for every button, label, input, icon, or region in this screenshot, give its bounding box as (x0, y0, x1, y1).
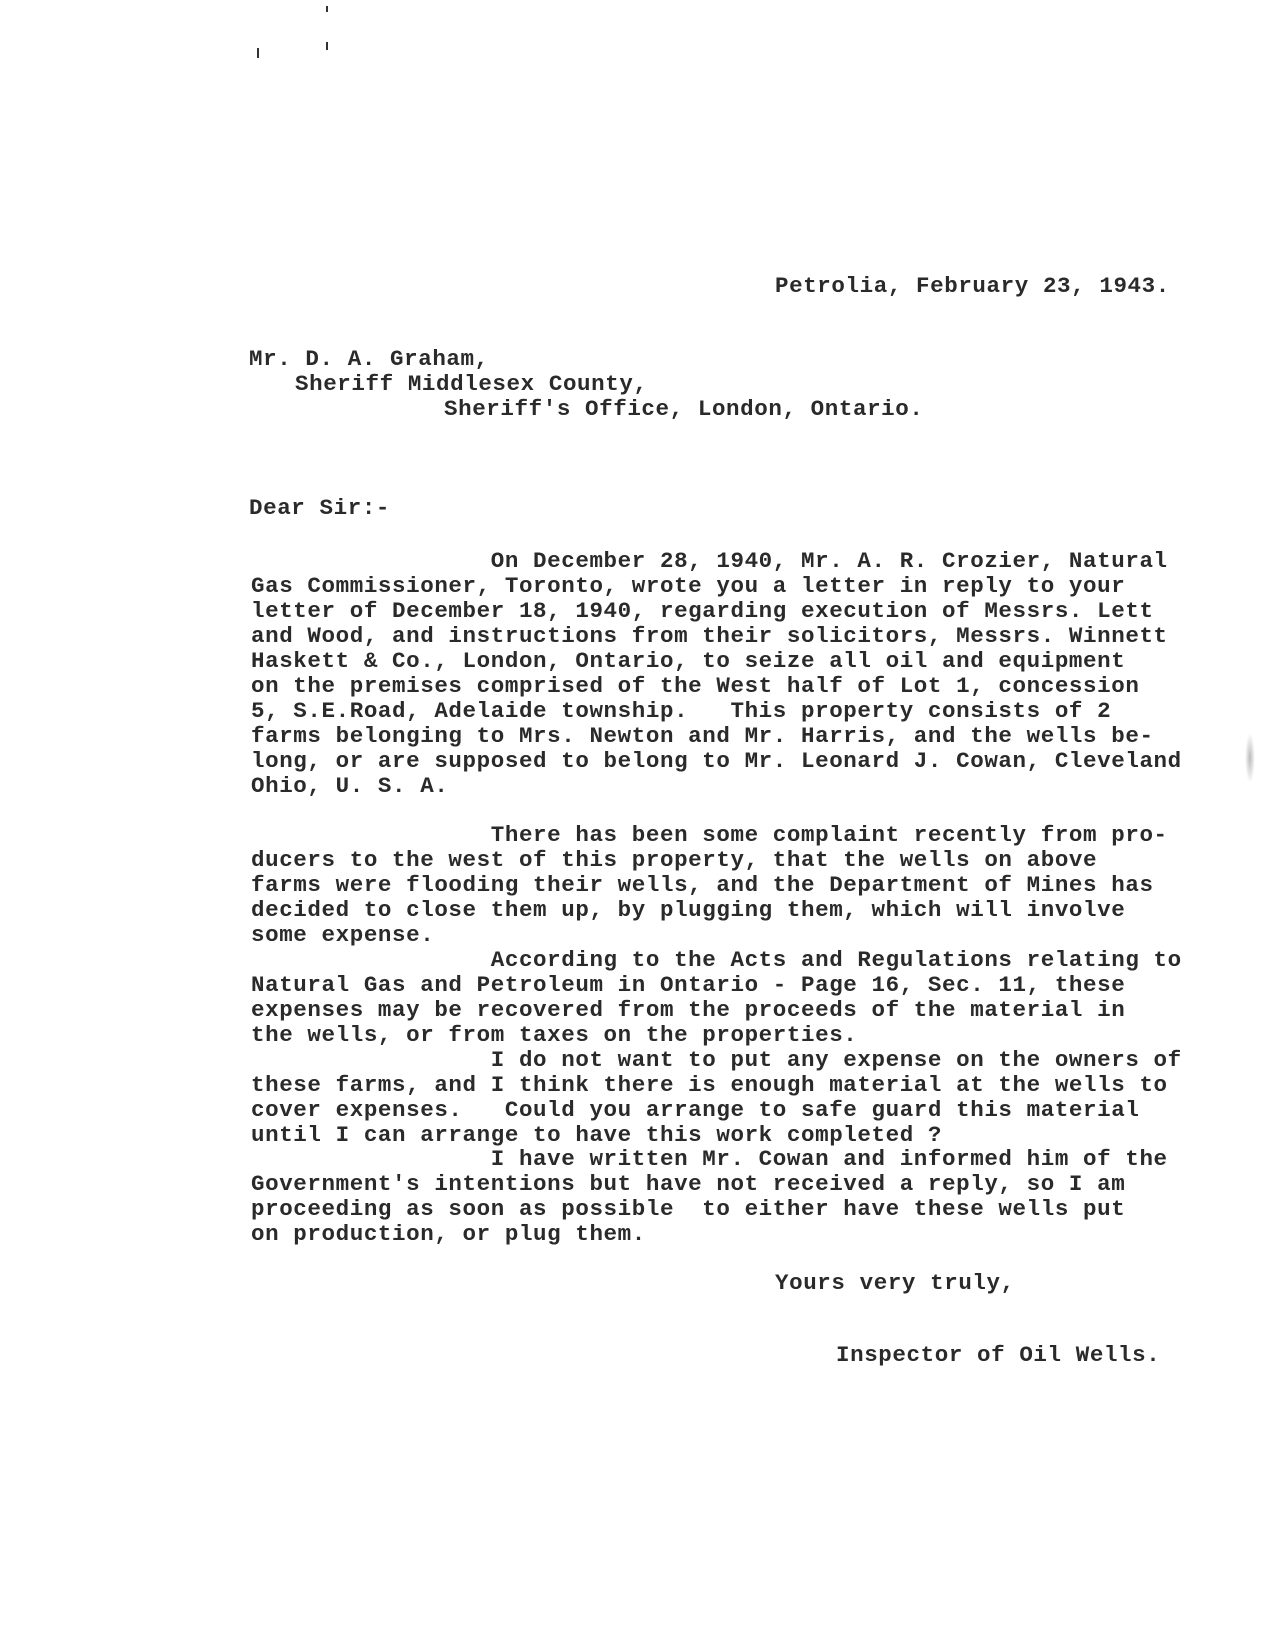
recipient-title: Sheriff Middlesex County, (295, 371, 648, 397)
paragraph-line: farms were flooding their wells, and the Department of Mines has (251, 872, 1154, 898)
paragraph-line: decided to close them up, by plugging them, which will involve (251, 897, 1126, 923)
paragraph-line: the wells, or from taxes on the properties. (251, 1022, 858, 1048)
paragraph-line: Government's intentions but have not received a reply, so I am (251, 1171, 1126, 1197)
salutation: Dear Sir:- (249, 495, 391, 521)
paragraph-line: cover expenses. Could you arrange to safe guard this material (251, 1097, 1140, 1123)
paragraph-4 (251, 1048, 1231, 1148)
paragraph-line: proceeding as soon as possible to either have these wells put (251, 1196, 1126, 1222)
paragraph-line: I do not want to put any expense on the owners of (251, 1047, 1182, 1073)
paragraph-line: until I can arrange to have this work completed ? (251, 1122, 943, 1148)
paragraph-line: Natural Gas and Petroleum in Ontario - Page 16, Sec. 11, these (251, 972, 1126, 998)
stray-mark (326, 42, 328, 50)
paragraph-line: Ohio, U. S. A. (251, 773, 449, 799)
paragraph-line: letter of December 18, 1940, regarding execution of Messrs. Lett (251, 598, 1154, 624)
paragraph-line: on the premises comprised of the West half of Lot 1, concession (251, 673, 1140, 699)
scan-smudge (1245, 733, 1255, 783)
paragraph-line: long, or are supposed to belong to Mr. Leonard J. Cowan, Cleveland (251, 748, 1182, 774)
stray-mark (257, 48, 259, 58)
paragraph-line: According to the Acts and Regulations relating to (251, 947, 1182, 973)
paragraph-line: There has been some complaint recently from pro- (251, 822, 1168, 848)
paragraph-line: Haskett & Co., London, Ontario, to seize all oil and equipment (251, 648, 1126, 674)
paragraph-line: ducers to the west of this property, that the wells on above (251, 847, 1098, 873)
recipient-office: Sheriff's Office, London, Ontario. (444, 396, 924, 422)
paragraph-2 (251, 823, 1231, 948)
paragraph-3 (251, 948, 1231, 1048)
letter-date: Petrolia, February 23, 1943. (775, 273, 1170, 299)
stray-mark (326, 6, 328, 12)
paragraph-line: on production, or plug them. (251, 1221, 646, 1247)
paragraph-line: and Wood, and instructions from their solicitors, Messrs. Winnett (251, 623, 1168, 649)
paragraph-5 (251, 1147, 1231, 1247)
paragraph-line: some expense. (251, 922, 435, 948)
recipient-name: Mr. D. A. Graham, (249, 346, 489, 372)
signature-title: Inspector of Oil Wells. (836, 1342, 1161, 1368)
closing: Yours very truly, (775, 1270, 1015, 1296)
paragraph-1 (251, 549, 1231, 799)
paragraph-line: I have written Mr. Cowan and informed him of the (251, 1146, 1168, 1172)
paragraph-line: farms belonging to Mrs. Newton and Mr. Harris, and the wells be- (251, 723, 1154, 749)
paragraph-line: 5, S.E.Road, Adelaide township. This property consists of 2 (251, 698, 1112, 724)
paragraph-line: On December 28, 1940, Mr. A. R. Crozier, Natural (251, 548, 1168, 574)
paragraph-line: these farms, and I think there is enough material at the wells to (251, 1072, 1168, 1098)
paragraph-line: Gas Commissioner, Toronto, wrote you a letter in reply to your (251, 573, 1126, 599)
paragraph-line: expenses may be recovered from the proceeds of the material in (251, 997, 1126, 1023)
